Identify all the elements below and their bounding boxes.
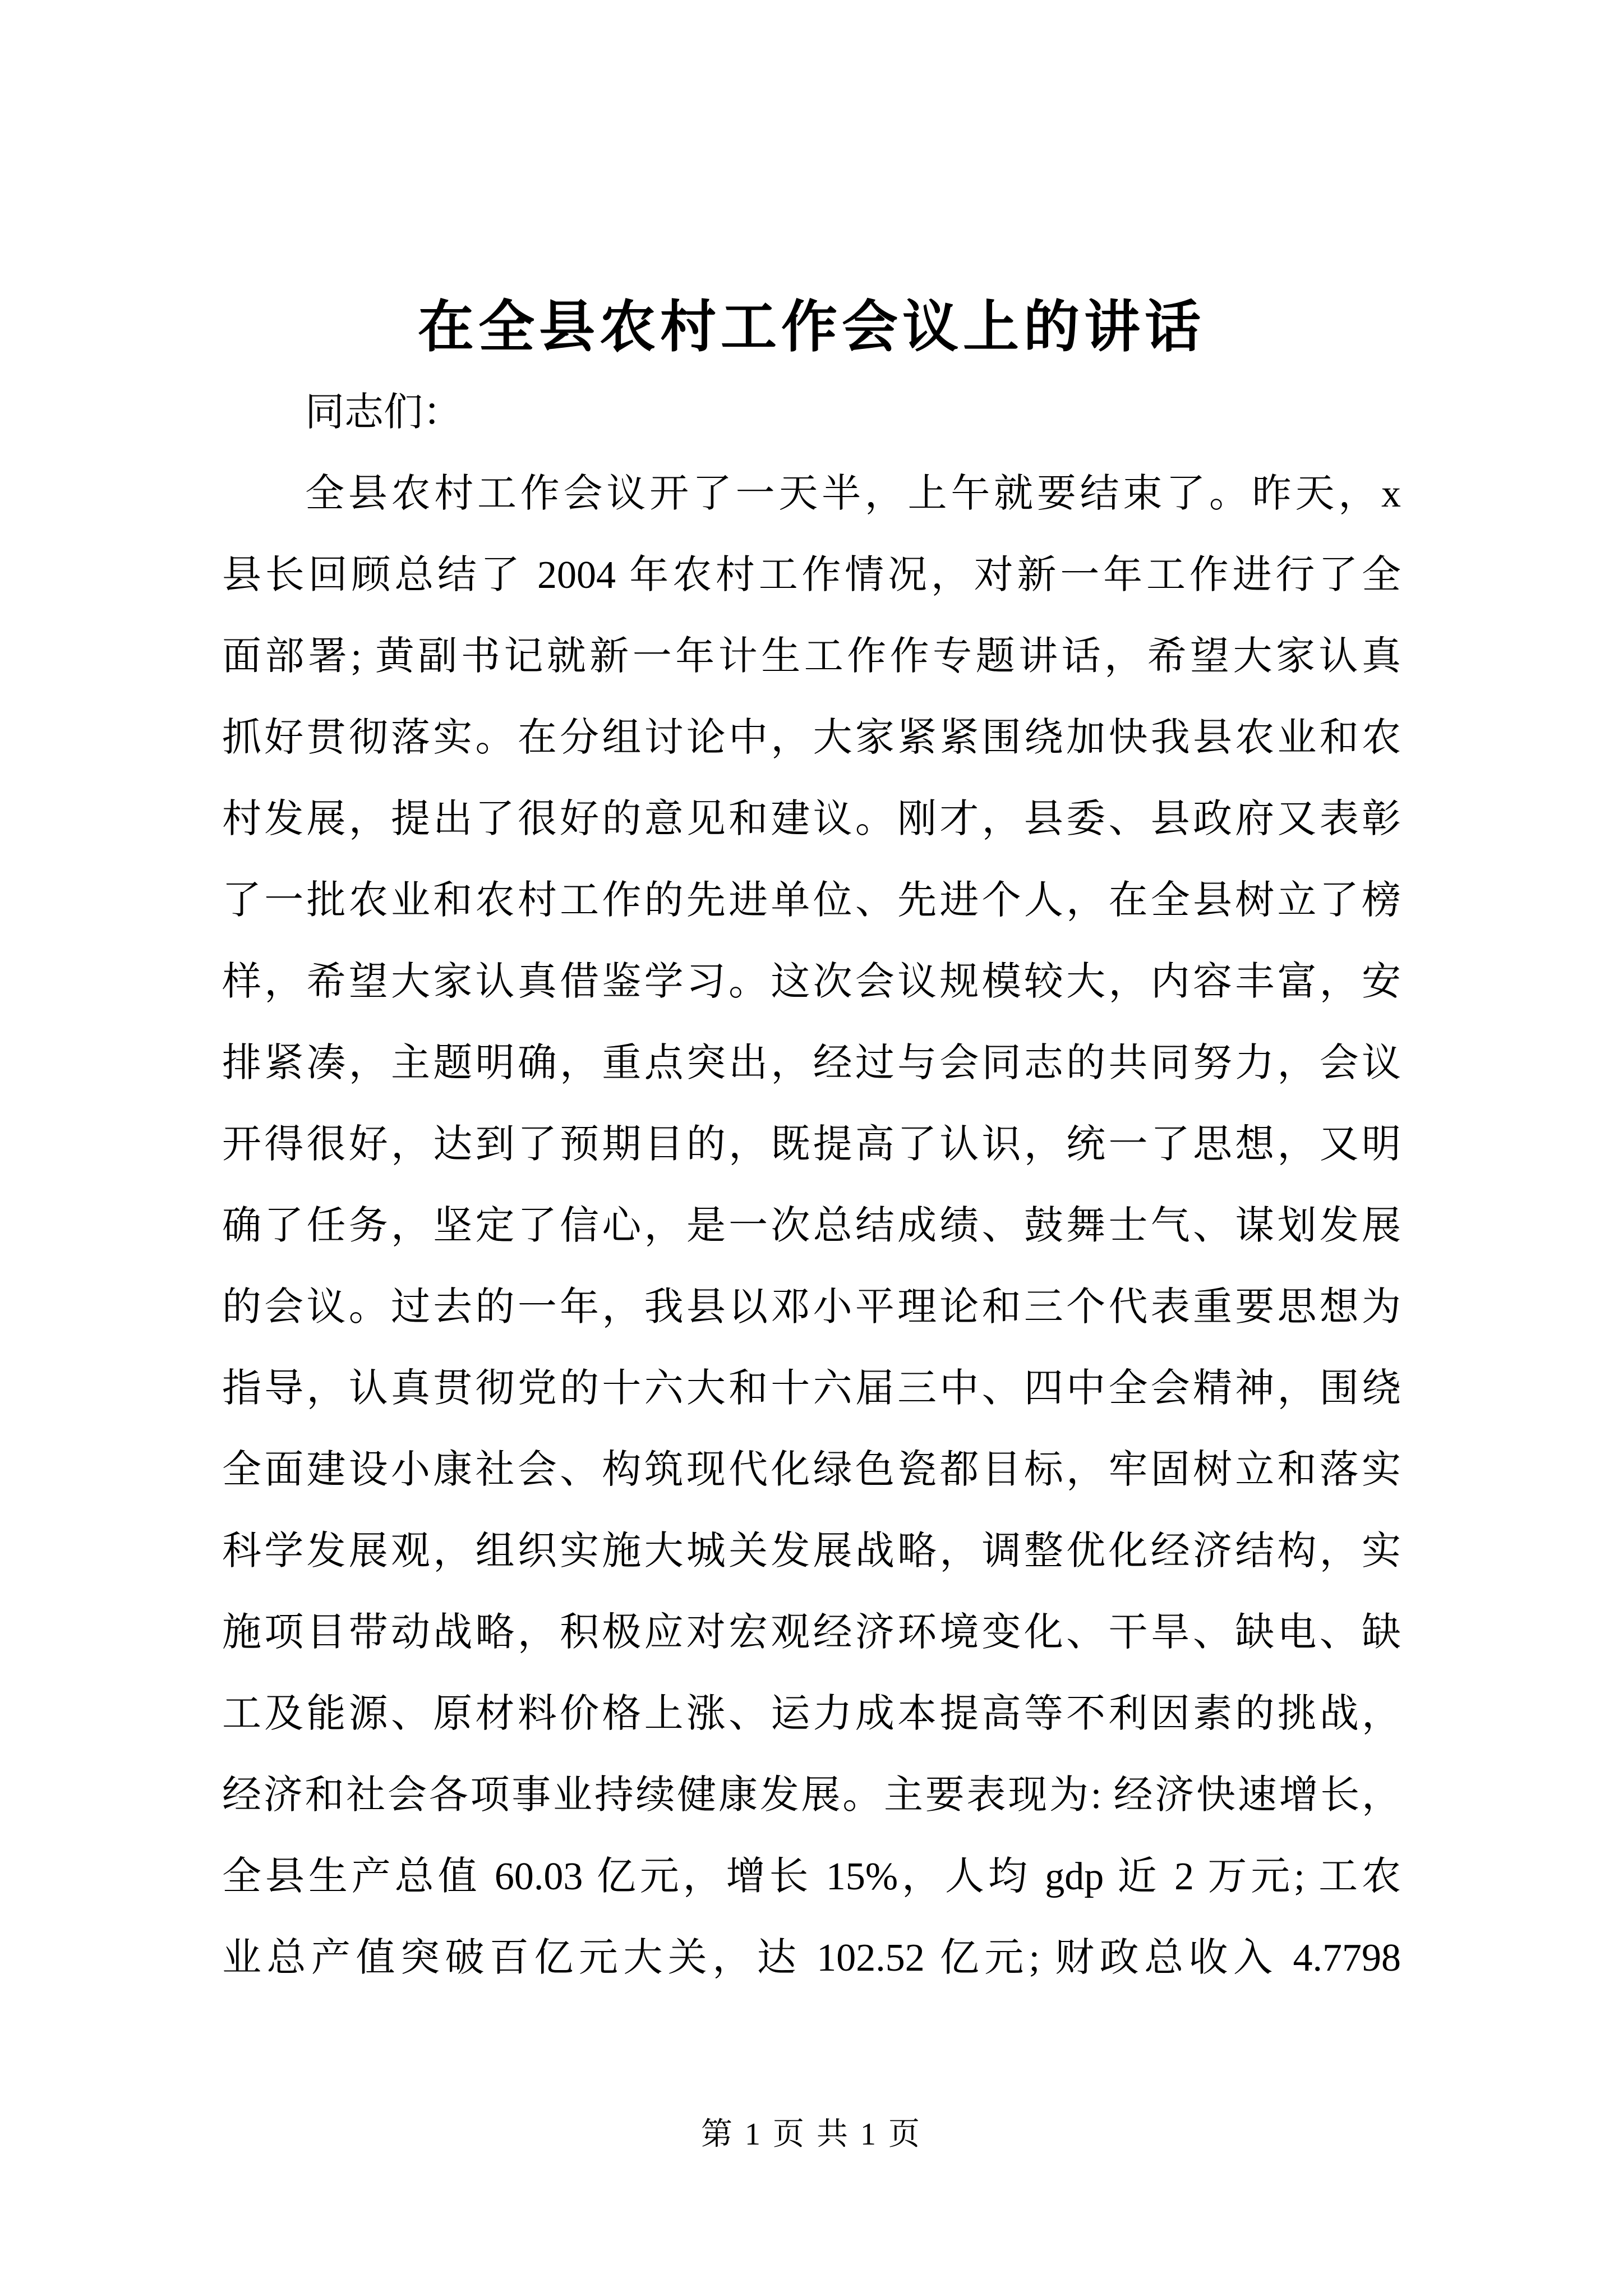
body-line: 工及能源、原材料价格上涨、运力成本提高等不利因素的挑战，	[222, 1692, 1401, 1736]
body-line: 面部署; 黄副书记就新一年计生工作作专题讲话，希望大家认真	[222, 635, 1401, 678]
body-line: 全县生产总值 60.03 亿元，增长 15%，人均 gdp 近 2 万元; 工农	[222, 1855, 1401, 1898]
document-body	[222, 372, 1401, 1999]
body-line: 业总产值突破百亿元大关，达 102.52 亿元; 财政总收入 4.7798	[222, 1936, 1401, 1980]
body-line: 全面建设小康社会、构筑现代化绿色瓷都目标，牢固树立和落实	[222, 1448, 1401, 1492]
body-line: 样，希望大家认真借鉴学习。这次会议规模较大，内容丰富，安	[222, 960, 1401, 1004]
body-line: 开得很好，达到了预期目的，既提高了认识，统一了思想，又明	[222, 1123, 1401, 1166]
body-line: 排紧凑，主题明确，重点突出，经过与会同志的共同努力，会议	[222, 1042, 1401, 1085]
body-line: 全县农村工作会议开了一天半，上午就要结束了。昨天，x	[305, 472, 1401, 516]
page-number-footer: 第 1 页 共 1 页	[701, 2117, 922, 2152]
body-line: 的会议。过去的一年，我县以邓小平理论和三个代表重要思想为	[222, 1286, 1401, 1329]
body-line: 抓好贯彻落实。在分组讨论中，大家紧紧围绕加快我县农业和农	[222, 716, 1401, 760]
body-line: 县长回顾总结了 2004 年农村工作情况，对新一年工作进行了全	[222, 554, 1401, 597]
body-line: 施项目带动战略，积极应对宏观经济环境变化、干旱、缺电、缺	[222, 1611, 1401, 1654]
body-line: 指导，认真贯彻党的十六大和十六届三中、四中全会精神，围绕	[222, 1367, 1401, 1410]
salutation: 同志们：	[305, 391, 462, 434]
body-line: 确了任务，坚定了信心，是一次总结成绩、鼓舞士气、谋划发展	[222, 1204, 1401, 1248]
body-line: 科学发展观，组织实施大城关发展战略，调整优化经济结构，实	[222, 1530, 1401, 1573]
body-line: 村发展，提出了很好的意见和建议。刚才，县委、县政府又表彰	[222, 798, 1401, 841]
page-title: 在全县农村工作会议上的讲话	[418, 296, 1205, 358]
body-line: 了一批农业和农村工作的先进单位、先进个人，在全县树立了榜	[222, 879, 1401, 922]
body-line: 经济和社会各项事业持续健康发展。主要表现为: 经济快速增长，	[222, 1774, 1401, 1817]
